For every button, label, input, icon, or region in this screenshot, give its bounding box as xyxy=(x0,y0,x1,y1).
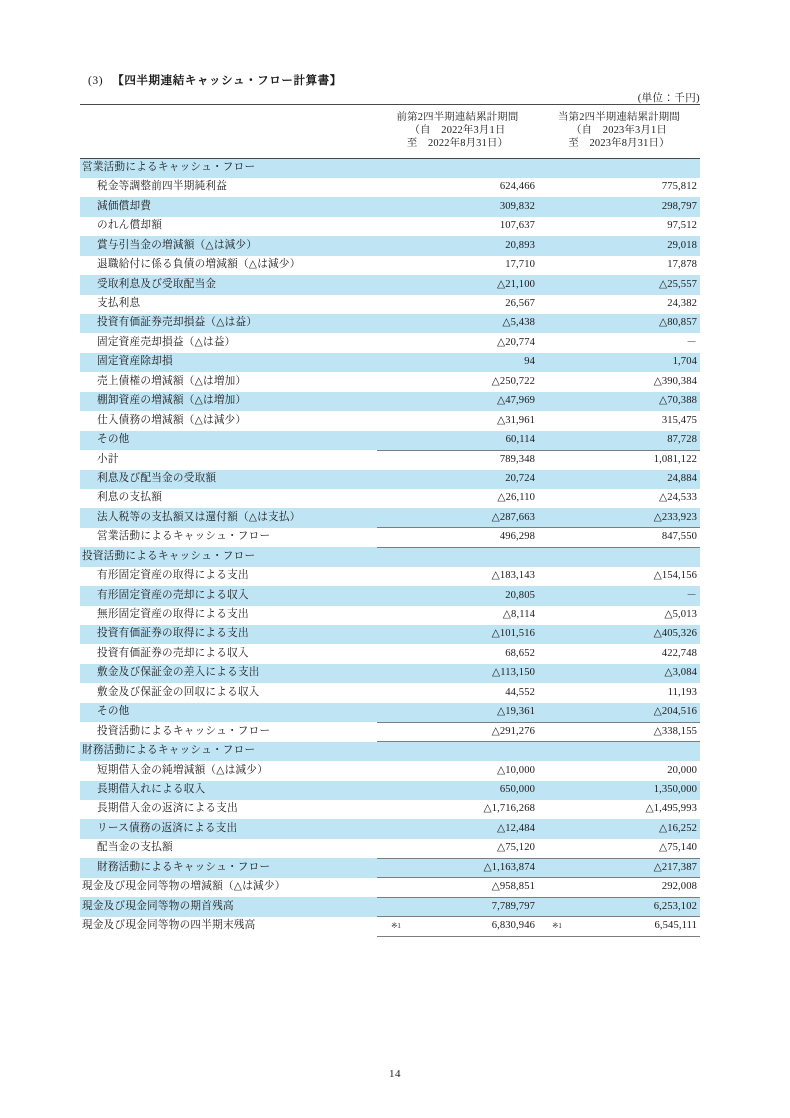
row-label: 長期借入れによる収入 xyxy=(97,783,206,795)
table-row xyxy=(80,781,700,800)
cell-value-current: 847,550 xyxy=(564,528,700,547)
footnote-marker-current xyxy=(538,275,564,294)
footnote-marker-prior xyxy=(377,314,403,333)
cell-value-current: △217,387 xyxy=(564,858,700,877)
cell-value-prior: △1,716,268 xyxy=(483,803,535,815)
column-header-current-line1: 当第2四半期連結累計期間 xyxy=(558,112,680,124)
row-label: 支払利息 xyxy=(97,298,141,310)
table-row xyxy=(80,333,700,352)
page-number: 14 xyxy=(389,1068,401,1080)
row-label: 営業活動によるキャッシュ・フロー xyxy=(82,162,256,174)
footnote-marker-prior xyxy=(377,858,403,877)
cell-value-prior: 26,567 xyxy=(505,298,535,310)
cell-value-current: 1,704 xyxy=(672,356,697,368)
footnote-marker-prior xyxy=(377,275,403,294)
table-row xyxy=(80,508,700,527)
footnote-marker-prior: ※1 xyxy=(377,917,403,936)
table-row xyxy=(80,878,700,897)
header-blank-cell xyxy=(80,105,377,159)
cell-value-current: 6,545,111 xyxy=(564,917,700,936)
footnote-marker-current xyxy=(538,528,564,547)
row-label: リース債務の返済による支出 xyxy=(97,822,238,834)
footnote-marker-prior xyxy=(377,547,403,566)
footnote-marker-prior xyxy=(377,683,403,702)
cell-value-current: 6,253,102 xyxy=(564,897,700,916)
footnote-marker-prior xyxy=(377,800,403,819)
cell-value-current: △16,252 xyxy=(659,822,697,834)
footnote-marker-prior xyxy=(377,761,403,780)
footnote-marker-prior xyxy=(377,256,403,275)
page-title xyxy=(88,72,342,88)
row-label: その他 xyxy=(97,434,130,446)
footnote-marker-current xyxy=(538,470,564,489)
footnote-marker-prior xyxy=(377,664,403,683)
footnote-marker-prior xyxy=(377,567,403,586)
footnote-marker-prior xyxy=(377,878,403,897)
footnote-marker-prior xyxy=(377,897,403,916)
cell-value-current: 20,000 xyxy=(667,764,697,776)
row-label: 営業活動によるキャッシュ・フロー xyxy=(97,531,271,543)
cell-value-current: 29,018 xyxy=(667,239,697,251)
footnote-marker-current xyxy=(538,295,564,314)
table-row xyxy=(80,819,700,838)
row-label: 現金及び現金同等物の四半期末残高 xyxy=(82,920,256,932)
row-label: 無形固定資産の取得による支出 xyxy=(97,609,249,621)
cell-value-prior: 624,466 xyxy=(499,181,535,193)
cell-value-current xyxy=(564,742,700,761)
footnote-marker-current xyxy=(538,547,564,566)
footnote-marker-prior xyxy=(377,625,403,644)
table-row xyxy=(80,275,700,294)
row-label: 配当金の支払額 xyxy=(97,842,173,854)
footnote-marker-current xyxy=(538,819,564,838)
cell-value-current: 87,728 xyxy=(667,433,697,445)
cell-value-prior: 7,789,797 xyxy=(403,897,538,916)
footnote-marker-current xyxy=(538,411,564,430)
footnote-marker-prior xyxy=(377,431,403,450)
cell-value-current: 24,884 xyxy=(667,472,697,484)
footnote-marker-current xyxy=(538,703,564,722)
row-label: 棚卸資産の増減額（△は増加） xyxy=(97,395,247,407)
row-label: 利息及び配当金の受取額 xyxy=(97,472,217,484)
table-row xyxy=(80,159,700,178)
footnote-marker-current xyxy=(538,256,564,275)
row-label: 長期借入金の返済による支出 xyxy=(97,803,238,815)
footnote-marker-prior xyxy=(377,392,403,411)
cell-value-prior: 789,348 xyxy=(403,450,538,469)
footnote-marker-current xyxy=(538,450,564,469)
cell-value-current: 315,475 xyxy=(661,414,697,426)
footnote-marker-current xyxy=(538,878,564,897)
section-number: (3) xyxy=(88,75,104,87)
cell-value-prior: 94 xyxy=(524,356,535,368)
footnote-marker-current xyxy=(538,333,564,352)
row-label: 現金及び現金同等物の増減額（△は減少） xyxy=(82,881,286,893)
cell-value-prior: △75,120 xyxy=(497,842,535,854)
cell-value-prior: △287,663 xyxy=(491,511,535,523)
table-row xyxy=(80,586,700,605)
footnote-marker-current xyxy=(538,625,564,644)
footnote-marker-prior xyxy=(377,722,403,741)
cell-value-prior: △291,276 xyxy=(403,722,538,741)
cell-value-prior: △20,774 xyxy=(497,336,535,348)
cell-value-prior: △250,722 xyxy=(491,375,535,387)
footnote-marker-current xyxy=(538,236,564,255)
cell-value-prior: 20,805 xyxy=(505,589,535,601)
row-label: 有形固定資産の売却による収入 xyxy=(97,589,249,601)
footnote-marker-current xyxy=(538,314,564,333)
cell-value-current: △154,156 xyxy=(653,570,697,582)
row-label: 小計 xyxy=(97,453,119,465)
footnote-marker-prior xyxy=(377,353,403,372)
cell-value-current: 97,512 xyxy=(667,220,697,232)
footnote-marker-prior xyxy=(377,586,403,605)
cell-value-prior: 20,724 xyxy=(505,472,535,484)
cell-value-current: － xyxy=(686,336,697,348)
cell-value-prior: △8,114 xyxy=(502,609,535,621)
row-label: 仕入債務の増減額（△は減少） xyxy=(97,414,247,426)
row-label: 短期借入金の純増減額（△は減少） xyxy=(97,764,269,776)
cell-value-current: △3,084 xyxy=(664,667,697,679)
footnote-marker-current xyxy=(538,431,564,450)
table-row xyxy=(80,664,700,683)
cell-value-current xyxy=(564,547,700,566)
cell-value-current: △75,140 xyxy=(659,842,697,854)
table-row xyxy=(80,683,700,702)
row-label: 減価償却費 xyxy=(97,200,152,212)
cell-value-current: △24,533 xyxy=(659,492,697,504)
footnote-marker-prior xyxy=(377,197,403,216)
cell-value-prior: △10,000 xyxy=(497,764,535,776)
table-row xyxy=(80,858,700,877)
table-row xyxy=(80,644,700,663)
cell-value-prior: 44,552 xyxy=(505,686,535,698)
footnote-marker-current xyxy=(538,159,564,178)
cell-value-prior: 496,298 xyxy=(403,528,538,547)
cell-value-current xyxy=(564,159,700,178)
footnote-marker-current xyxy=(538,197,564,216)
cell-value-prior: △21,100 xyxy=(497,278,535,290)
row-label: 投資活動によるキャッシュ・フロー xyxy=(82,550,256,562)
row-label: 投資有価証券売却損益（△は益） xyxy=(97,317,258,329)
table-row xyxy=(80,489,700,508)
unit-note: (単位：千円) xyxy=(637,93,700,104)
column-header-prior-line1: 前第2四半期連結累計期間 xyxy=(396,112,519,124)
row-label: 受取利息及び受取配当金 xyxy=(97,278,217,290)
table-row xyxy=(80,411,700,430)
cell-value-prior: △113,150 xyxy=(492,667,535,679)
table-row xyxy=(80,353,700,372)
cell-value-prior: 107,637 xyxy=(499,220,535,232)
footnote-marker-prior xyxy=(377,295,403,314)
cell-value-current: △5,013 xyxy=(664,609,697,621)
row-label: 現金及び現金同等物の期首残高 xyxy=(82,900,234,912)
cell-value-current: 17,878 xyxy=(667,259,697,271)
footnote-marker-current xyxy=(538,489,564,508)
cell-value-current: 11,193 xyxy=(667,686,697,698)
cell-value-current: 775,812 xyxy=(661,181,697,193)
footnote-marker-prior xyxy=(377,508,403,527)
footnote-marker-current xyxy=(538,781,564,800)
footnote-marker-prior xyxy=(377,781,403,800)
row-label: その他 xyxy=(97,706,130,718)
footnote-marker-prior xyxy=(377,742,403,761)
footnote-marker-current xyxy=(538,567,564,586)
cell-value-prior: 60,114 xyxy=(505,433,535,445)
cell-value-prior: △101,516 xyxy=(491,628,535,640)
cell-value-prior: 6,830,946 xyxy=(403,917,538,936)
cell-value-current: 298,797 xyxy=(661,200,697,212)
row-label: 固定資産除却損 xyxy=(97,356,173,368)
row-label: 投資活動によるキャッシュ・フロー xyxy=(97,725,271,737)
cell-value-prior: △31,961 xyxy=(497,414,535,426)
column-header-current-line2: （自 2023年3月1日 xyxy=(571,125,667,137)
column-header-prior-line3: 至 2022年8月31日） xyxy=(406,137,509,149)
row-label: 投資有価証券の売却による収入 xyxy=(97,647,249,659)
cell-value-current: △70,388 xyxy=(659,395,697,407)
footnote-marker-prior xyxy=(377,178,403,197)
row-label: 財務活動によるキャッシュ・フロー xyxy=(82,745,256,757)
cell-value-prior: △5,438 xyxy=(502,317,535,329)
row-label: 財務活動によるキャッシュ・フロー xyxy=(97,861,271,873)
cell-value-current: 422,748 xyxy=(661,647,697,659)
cell-value-current: △405,326 xyxy=(653,628,697,640)
footnote-marker-current xyxy=(538,722,564,741)
row-label: 税金等調整前四半期純利益 xyxy=(97,181,228,193)
row-label: 有形固定資産の取得による支出 xyxy=(97,570,249,582)
footnote-marker-prior xyxy=(377,333,403,352)
row-label: 投資有価証券の取得による支出 xyxy=(97,628,249,640)
cell-value-current: △390,384 xyxy=(653,375,697,387)
footnote-marker-current xyxy=(538,353,564,372)
row-label: 法人税等の支払額又は還付額（△は支払） xyxy=(97,511,301,523)
table-row xyxy=(80,178,700,197)
footnote-marker-current xyxy=(538,372,564,391)
footnote-marker-current xyxy=(538,606,564,625)
footnote-marker-prior xyxy=(377,372,403,391)
cell-value-prior: △1,163,874 xyxy=(403,858,538,877)
cell-value-prior: 650,000 xyxy=(499,783,535,795)
row-label: 固定資産売却損益（△は益） xyxy=(97,336,236,348)
table-row xyxy=(80,567,700,586)
table-row xyxy=(80,703,700,722)
footnote-marker-current xyxy=(538,742,564,761)
table-row xyxy=(80,625,700,644)
cell-value-current: 24,382 xyxy=(667,298,697,310)
footnote-marker-prior xyxy=(377,489,403,508)
footnote-marker-current xyxy=(538,392,564,411)
row-label: 賞与引当金の増減額（△は減少） xyxy=(97,239,258,251)
footnote-marker-current: ※1 xyxy=(538,917,564,936)
footnote-marker-current xyxy=(538,178,564,197)
section-title: 【四半期連結キャッシュ・フロー計算書】 xyxy=(112,75,342,87)
footnote-marker-prior xyxy=(377,606,403,625)
table-row xyxy=(80,197,700,216)
cell-value-current: 1,350,000 xyxy=(653,783,697,795)
footnote-marker-prior xyxy=(377,450,403,469)
footnote-marker-current xyxy=(538,800,564,819)
table-row xyxy=(80,470,700,489)
row-label: のれん償却額 xyxy=(97,220,163,232)
table-row xyxy=(80,450,700,469)
cell-value-current: － xyxy=(686,589,697,601)
table-row xyxy=(80,217,700,236)
table-row xyxy=(80,800,700,819)
cell-value-current: 292,008 xyxy=(564,878,700,897)
row-label: 敷金及び保証金の差入による支出 xyxy=(97,667,260,679)
cell-value-prior xyxy=(403,159,538,178)
cell-value-prior: 309,832 xyxy=(499,200,535,212)
table-row xyxy=(80,314,700,333)
column-header-current-line3: 至 2023年8月31日） xyxy=(568,137,670,149)
row-label: 売上債権の増減額（△は増加） xyxy=(97,375,247,387)
footnote-marker-current xyxy=(538,644,564,663)
footnote-marker-current xyxy=(538,839,564,858)
table-row xyxy=(80,372,700,391)
table-row xyxy=(80,528,700,547)
footnote-marker-current xyxy=(538,897,564,916)
footnote-marker-prior xyxy=(377,819,403,838)
cash-flow-table xyxy=(80,104,700,937)
cell-value-prior: 17,710 xyxy=(505,259,535,271)
cell-value-prior xyxy=(403,742,538,761)
table-row xyxy=(80,742,700,761)
cell-value-prior: 68,652 xyxy=(505,647,535,659)
table-row xyxy=(80,917,700,936)
footnote-marker-prior xyxy=(377,528,403,547)
table-row xyxy=(80,256,700,275)
footnote-marker-prior xyxy=(377,644,403,663)
column-header-current-period xyxy=(538,105,700,159)
footnote-marker-current xyxy=(538,761,564,780)
table-row xyxy=(80,547,700,566)
cell-value-prior: △183,143 xyxy=(491,570,535,582)
footnote-marker-current xyxy=(538,858,564,877)
table-row xyxy=(80,236,700,255)
cell-value-current: △204,516 xyxy=(653,705,697,717)
cell-value-current: △25,557 xyxy=(659,278,697,290)
table-row xyxy=(80,606,700,625)
cell-value-prior: △958,851 xyxy=(403,878,538,897)
footnote-marker-prior xyxy=(377,411,403,430)
row-label: 退職給付に係る負債の増減額（△は減少） xyxy=(97,259,301,271)
table-row xyxy=(80,392,700,411)
footnote-marker-current xyxy=(538,586,564,605)
cell-value-current: 1,081,122 xyxy=(564,450,700,469)
table-row xyxy=(80,295,700,314)
footnote-marker-current xyxy=(538,683,564,702)
cell-value-prior: △19,361 xyxy=(497,705,535,717)
table-body xyxy=(80,159,700,937)
row-label: 利息の支払額 xyxy=(97,492,163,504)
footnote-marker-current xyxy=(538,508,564,527)
table-header xyxy=(80,105,700,159)
footnote-marker-prior xyxy=(377,703,403,722)
footnote-marker-current xyxy=(538,664,564,683)
row-label: 敷金及び保証金の回収による収入 xyxy=(97,686,260,698)
table-row xyxy=(80,761,700,780)
table-row xyxy=(80,839,700,858)
footnote-marker-prior xyxy=(377,839,403,858)
footnote-marker-current xyxy=(538,217,564,236)
footnote-marker-prior xyxy=(377,217,403,236)
cell-value-prior: △12,484 xyxy=(497,822,535,834)
footnote-marker-prior xyxy=(377,470,403,489)
cell-value-current: △233,923 xyxy=(653,511,697,523)
footnote-marker-prior xyxy=(377,159,403,178)
table-row xyxy=(80,897,700,916)
cell-value-prior xyxy=(403,547,538,566)
cell-value-prior: △47,969 xyxy=(497,395,535,407)
cell-value-current: △1,495,993 xyxy=(645,803,697,815)
cell-value-prior: 20,893 xyxy=(505,239,535,251)
column-header-prior-line2: （自 2022年3月1日 xyxy=(409,125,506,137)
cell-value-prior: △26,110 xyxy=(497,492,535,504)
table-row xyxy=(80,431,700,450)
column-header-prior-period xyxy=(377,105,538,159)
cell-value-current: △80,857 xyxy=(659,317,697,329)
table-row xyxy=(80,722,700,741)
cell-value-current: △338,155 xyxy=(564,722,700,741)
footnote-marker-prior xyxy=(377,236,403,255)
